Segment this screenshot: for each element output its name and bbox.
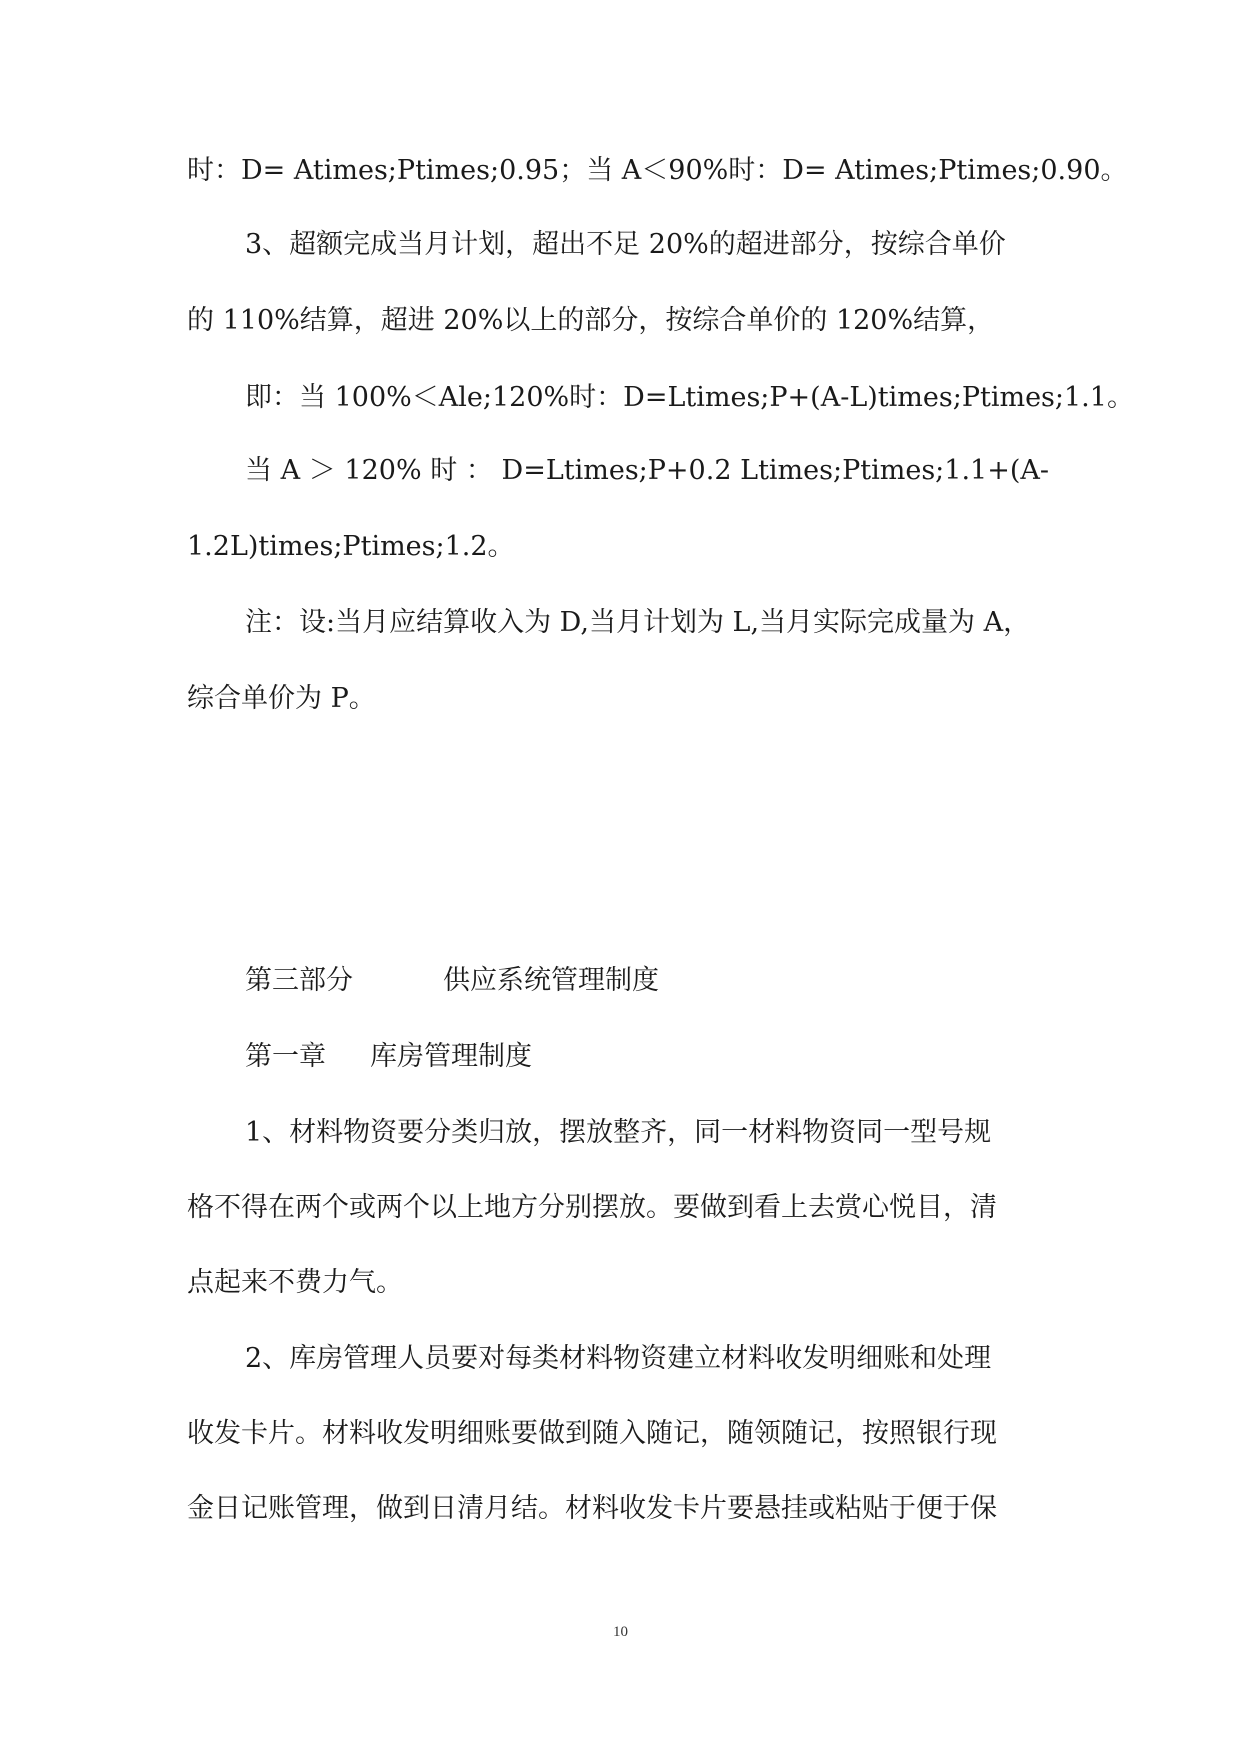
formula-part: 120%	[344, 455, 422, 486]
text-line: 综合单价为 P。	[187, 683, 376, 714]
page-number: 10	[613, 1624, 628, 1640]
text-line: 即：当 100%＜Ale;120%时：D=Ltimes;P+(A-L)times;Ptimes;1.1。	[245, 382, 1134, 413]
text-line: 的 110%结算，超进 20%以上的部分，按综合单价的 120%结算，	[187, 305, 995, 336]
part-heading	[245, 961, 659, 1001]
formula-part: A	[280, 455, 301, 486]
body-line: 点起来不费力气。	[187, 1267, 403, 1298]
part-heading-title: 供应系统管理制度	[443, 965, 659, 996]
text-line: 3、超额完成当月计划，超出不足 20%的超进部分，按综合单价	[245, 229, 1006, 260]
formula-part: ：	[465, 455, 493, 486]
chapter-heading	[245, 1037, 532, 1077]
body-line: 收发卡片。材料收发明细账要做到随入随记，随领随记，按照银行现	[187, 1418, 997, 1449]
formula-part: 当	[245, 455, 272, 486]
formula-part: D=Ltimes;P+0.2	[501, 455, 732, 486]
formula-part: ＞	[308, 455, 336, 486]
body-line: 格不得在两个或两个以上地方分别摆放。要做到看上去赏心悦目，清	[187, 1192, 997, 1223]
text-line: 时：D= Atimes;Ptimes;0.95；当 A＜90%时：D= Atimes;Ptimes;0.90。	[187, 155, 1128, 186]
formula-part: 时	[430, 455, 458, 486]
formula-part: Ltimes;Ptimes;1.1+(A-	[740, 455, 1049, 486]
text-line: 注：设:当月应结算收入为 D,当月计划为 L,当月实际完成量为 A，	[245, 607, 1031, 638]
text-line: 1.2L)times;Ptimes;1.2。	[187, 531, 515, 562]
chapter-heading-title: 库房管理制度	[370, 1041, 532, 1072]
body-line: 1、材料物资要分类归放，摆放整齐，同一材料物资同一型号规	[245, 1117, 992, 1148]
formula-line	[245, 451, 1049, 491]
part-heading-label: 第三部分	[245, 965, 353, 996]
body-line: 金日记账管理，做到日清月结。材料收发卡片要悬挂或粘贴于便于保	[187, 1493, 997, 1524]
chapter-heading-label: 第一章	[245, 1041, 326, 1072]
body-line: 2、库房管理人员要对每类材料物资建立材料收发明细账和处理	[245, 1343, 992, 1374]
